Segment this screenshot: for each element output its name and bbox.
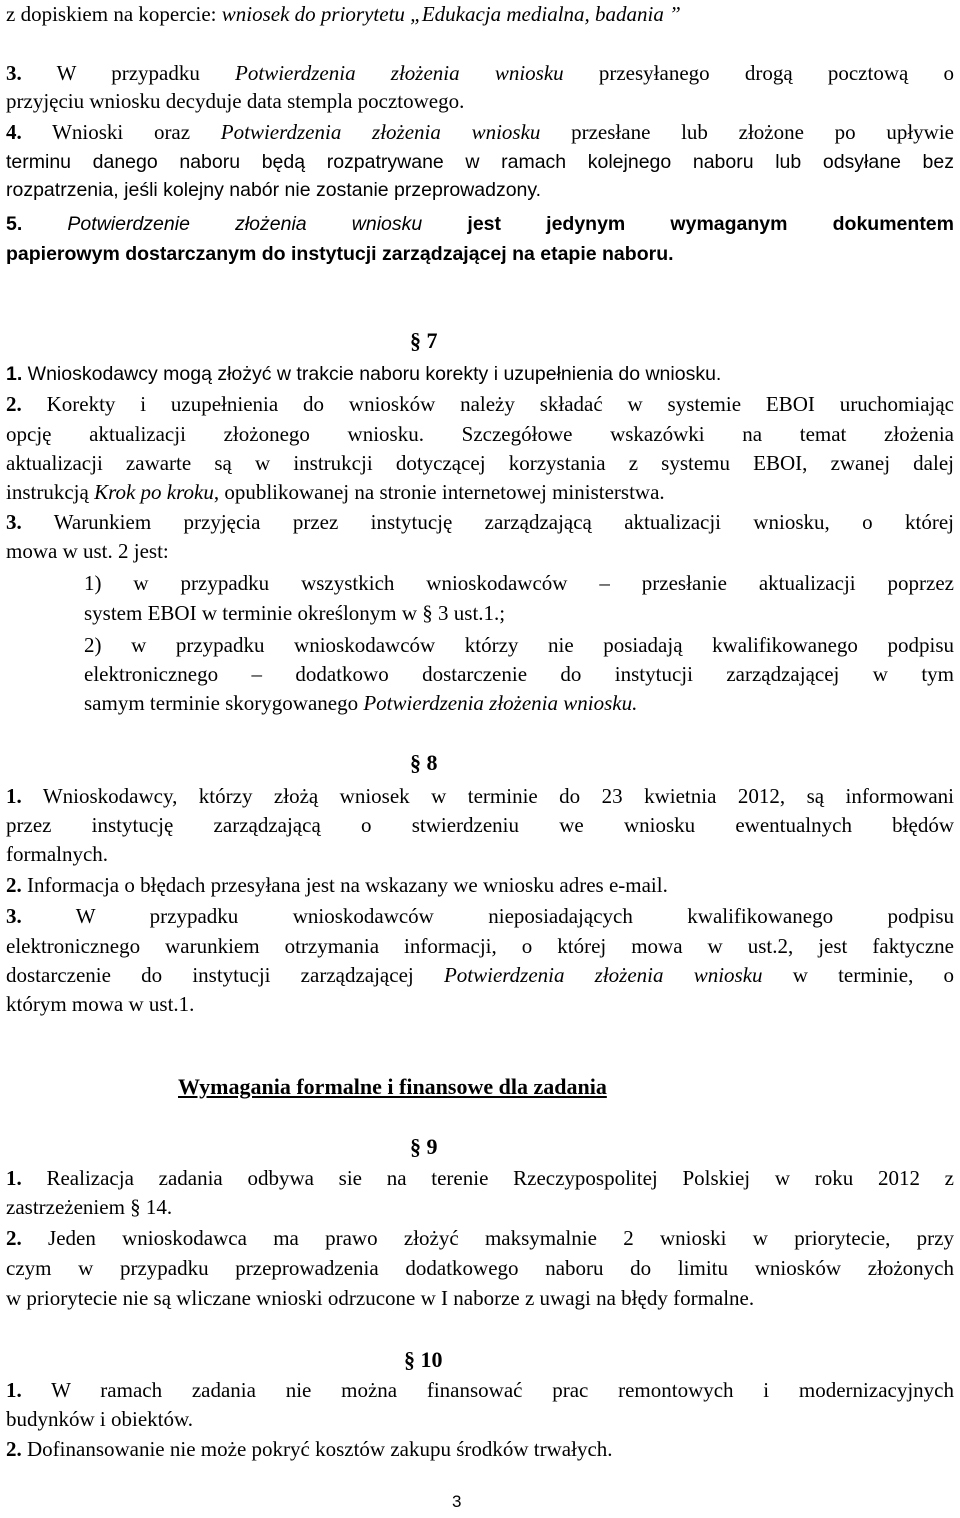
section-heading: Wymagania formalne i finansowe dla zadania (178, 1074, 607, 1099)
text: w terminie, o (762, 963, 955, 987)
paragraph-line: aktualizacji zawarte są w instrukcji dotyczącej korzystania z systemu EBOI, zwanej dalej (6, 451, 954, 475)
text: Potwierdzenia złożenia wniosku (220, 120, 541, 144)
paragraph-line: czym w przypadku przeprowadzenia dodatkowego naboru do limitu wniosków złożonych (6, 1256, 954, 1280)
item-number: 1. (6, 1166, 22, 1190)
text: Potwierdzenia złożenia wniosku (235, 61, 564, 85)
paragraph-line (6, 1435, 954, 1463)
paragraph-line (6, 360, 954, 388)
text: Warunkiem przyjęcia przez instytucję zarządzającą aktualizacji wniosku, o której (21, 510, 954, 534)
text: Potwierdzenie złożenia wniosku (22, 213, 423, 235)
item-number: 3. (6, 510, 22, 534)
paragraph-line (6, 1224, 954, 1252)
text: Potwierdzenia złożenia wniosku. (363, 691, 638, 715)
sublist-line: elektronicznego – dodatkowo dostarczenie do instytucji zarządzającej w tym (84, 662, 954, 686)
section-title: § 9 (410, 1134, 438, 1159)
text: Potwierdzenia złożenia wniosku (443, 963, 763, 987)
text: Wnioskodawcy, którzy złożą wniosek w terminie do 23 kwietnia 2012, są informowani (21, 784, 954, 808)
item-number: 2. (6, 1226, 22, 1250)
paragraph-line (6, 508, 954, 536)
item-number: 1. (6, 784, 22, 808)
text: , opublikowanej na stronie internetowej ministerstwa. (213, 480, 665, 504)
paragraph-line (6, 118, 954, 146)
paragraph-line: papierowym dostarczanym do instytucji zarządzającej na etapie naboru. (6, 243, 674, 265)
paragraph-line: którym mowa w ust.1. (6, 992, 195, 1016)
paragraph-line: formalnych. (6, 842, 109, 866)
text: Informacja o błędach przesyłana jest na wskazany we wniosku adres e-mail. (21, 873, 668, 897)
paragraph-line (6, 1376, 954, 1404)
paragraph-line: mowa w ust. 2 jest: (6, 539, 169, 563)
paragraph-line (6, 902, 954, 930)
item-number: 5. (6, 213, 23, 235)
text: Realizacja zadania odbywa sie na terenie Rzeczypospolitej Polskiej w roku 2012 z (21, 1166, 954, 1190)
text: wniosek do priorytetu „Edukacja medialna, badania ” (221, 2, 681, 26)
paragraph-line (6, 390, 954, 418)
text: z dopiskiem na kopercie: (6, 2, 222, 26)
section-title: § 8 (410, 750, 438, 775)
paragraph-line: w priorytecie nie są wliczane wnioski odrzucone w I naborze z uwagi na błędy formalne. (6, 1286, 755, 1310)
item-number: 1. (6, 1378, 22, 1402)
text: W ramach zadania nie można finansować prac remontowych i modernizacyjnych (21, 1378, 954, 1402)
sublist-line: 2) w przypadku wnioskodawców którzy nie posiadają kwalifikowanego podpisu (84, 633, 954, 657)
paragraph-line: terminu danego naboru będą rozpatrywane w ramach kolejnego naboru lub odsyłane bez (6, 151, 954, 173)
paragraph-line: zastrzeżeniem § 14. (6, 1195, 173, 1219)
paragraph-line: elektronicznego warunkiem otrzymania informacji, o której mowa w ust.2, jest faktyczne (6, 934, 954, 958)
paragraph-line (6, 59, 954, 87)
paragraph-line (6, 1164, 954, 1192)
text: Dofinansowanie nie może pokryć kosztów zakupu środków trwałych. (21, 1437, 613, 1461)
text: dostarczenie do instytucji zarządzającej (6, 963, 444, 987)
sublist-line: 1) w przypadku wszystkich wnioskodawców – przesłanie aktualizacji poprzez (84, 571, 954, 595)
item-number: 1. (6, 363, 23, 385)
text: W przypadku wnioskodawców nieposiadających kwalifikowanego podpisu (21, 904, 954, 928)
paragraph-line (6, 0, 954, 28)
paragraph-line (6, 478, 954, 506)
text: Jeden wnioskodawca ma prawo złożyć maksymalnie 2 wnioski w priorytecie, przy (21, 1226, 954, 1250)
text: instrukcją (6, 480, 95, 504)
page-number: 3 (452, 1492, 462, 1511)
paragraph-line (6, 871, 954, 899)
section-title: § 7 (410, 328, 438, 353)
item-number: 3. (6, 904, 22, 928)
text: W przypadku (21, 61, 236, 85)
text: Wnioski oraz (21, 120, 221, 144)
paragraph-line: opcję aktualizacji złożonego wniosku. Szczegółowe wskazówki na temat złożenia (6, 422, 954, 446)
text: Krok po kroku (94, 480, 214, 504)
sublist-line: system EBOI w terminie określonym w § 3 ust.1.; (84, 601, 506, 625)
item-number: 3. (6, 61, 22, 85)
paragraph-line: przyjęciu wniosku decyduje data stempla pocztowego. (6, 89, 465, 113)
paragraph-line (6, 961, 954, 989)
paragraph-line (6, 782, 954, 810)
paragraph-line: budynków i obiektów. (6, 1407, 194, 1431)
item-number: 4. (6, 120, 22, 144)
text: przesyłanego drogą pocztową o (563, 61, 955, 85)
text: przesłane lub złożone po upływie (540, 120, 954, 144)
text: samym terminie skorygowanego (84, 691, 364, 715)
text: Wnioskodawcy mogą złożyć w trakcie naboru korekty i uzupełnienia do wniosku. (22, 363, 722, 385)
sublist-line (84, 689, 954, 717)
text: jest jedynym wymaganym dokumentem (422, 213, 954, 235)
paragraph-line: przez instytucję zarządzającą o stwierdzeniu we wniosku ewentualnych błędów (6, 813, 954, 837)
paragraph-line (6, 210, 954, 238)
text: Korekty i uzupełnienia do wniosków należy składać w systemie EBOI uruchomiając (21, 392, 954, 416)
paragraph-line: rozpatrzenia, jeśli kolejny nabór nie zostanie przeprowadzony. (6, 179, 542, 201)
section-title: § 10 (404, 1347, 443, 1372)
item-number: 2. (6, 1437, 22, 1461)
item-number: 2. (6, 392, 22, 416)
item-number: 2. (6, 873, 22, 897)
